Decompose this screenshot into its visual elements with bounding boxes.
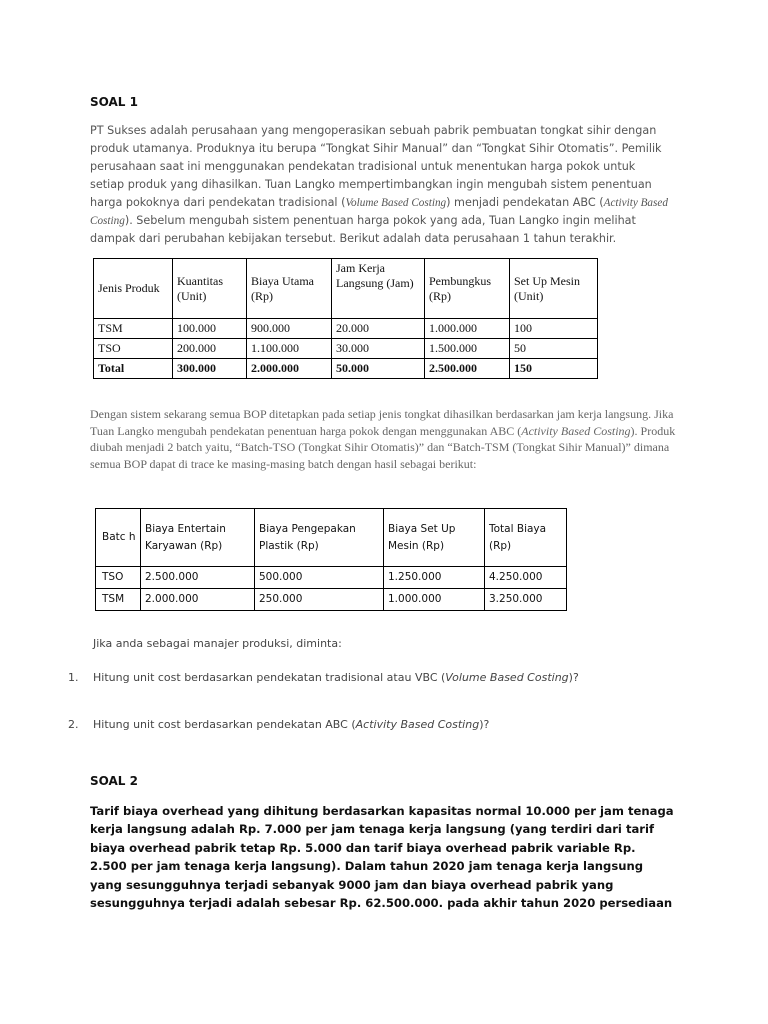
table-header-cell: Jenis Produk bbox=[94, 259, 173, 319]
table-cell: 2.000.000 bbox=[141, 589, 255, 611]
table-header-cell: Kuantitas (Unit) bbox=[173, 259, 247, 319]
product-data-table bbox=[93, 258, 598, 379]
soal1-paragraph: PT Sukses adalah perusahaan yang mengoperasikan sebuah pabrik pembuatan tongkat sihir dengan produk utamanya. Produknya itu berupa “Tongkat Sihir Manual” dan “Tongkat Sihir Otomatis”. Pemilik perusahaan saat ini menggunakan pendekatan tradisional untuk menentukan harga pokok untuk setiap produk yang dihasilkan. Tuan Langko mempertimbangkan ingin mengubah sistem penentuan harga pokoknya dari pendekatan tradisional (Volume Based Costing) menjadi pendekatan ABC (Activity Based Costing). Sebelum mengubah sistem penentuan harga pokok yang ada, Tuan Langko ingin melihat dampak dari perubahan kebijakan tersebut. Berikut adalah data perusahaan 1 tahun terakhir. bbox=[90, 124, 668, 245]
soal2-paragraph: Tarif biaya overhead yang dihitung berdasarkan kapasitas normal 10.000 per jam tenaga kerja langsung adalah Rp. 7.000 per jam tenaga kerja langsung (yang terdiri dari tarif biaya overhead pabrik tetap Rp. 5.000 dan tarif biaya overhead pabrik variable Rp. 2.500 per jam tenaga kerja langsung). Dalam tahun 2020 jam tenaga kerja langsung yang sesungguhnya terjadi sebanyak 9000 jam dan biaya overhead pabrik yang sesungguhnya terjadi adalah sebesar Rp. 62.500.000. pada akhir tahun 2020 persediaan bbox=[90, 804, 674, 911]
table-cell: 20.000 bbox=[332, 319, 425, 339]
table-header-cell: Biaya Utama (Rp) bbox=[247, 259, 332, 319]
table-row bbox=[94, 319, 598, 339]
table-cell: 900.000 bbox=[247, 319, 332, 339]
table-cell: 300.000 bbox=[173, 359, 247, 379]
table-cell: 50 bbox=[510, 339, 598, 359]
table-header-cell: Biaya Pengepakan Plastik (Rp) bbox=[255, 509, 384, 567]
instruction-text: Jika anda sebagai manajer produksi, diminta: bbox=[93, 637, 342, 650]
table-header-cell: Biaya Entertain Karyawan (Rp) bbox=[141, 509, 255, 567]
table-cell: 1.000.000 bbox=[384, 589, 485, 611]
table-cell: 500.000 bbox=[255, 567, 384, 589]
table-total-row bbox=[94, 359, 598, 379]
table-header-row bbox=[94, 259, 598, 319]
table-header-cell: Jam Kerja Langsung (Jam) bbox=[332, 259, 425, 319]
abc-paragraph: Dengan sistem sekarang semua BOP ditetapkan pada setiap jenis tongkat dihasilkan berdasarkan jam kerja langsung. Jika Tuan Langko mengubah pendekatan penentuan harga pokok dengan menggunakan ABC (Activity Based Costing). Produk diubah menjadi 2 batch yaitu, “Batch-TSO (Tongkat Sihir Otomatis)” dan “Batch-TSM (Tongkat Sihir Manual)” dimana semua BOP dapat di trace ke masing-masing batch dengan hasil sebagai berikut: bbox=[90, 407, 676, 471]
table-cell: TSM bbox=[94, 319, 173, 339]
table-cell: 2.500.000 bbox=[141, 567, 255, 589]
table-cell: 1.250.000 bbox=[384, 567, 485, 589]
table-cell: TSO bbox=[94, 339, 173, 359]
table-header-cell: Pembungkus (Rp) bbox=[425, 259, 510, 319]
table-cell: 100.000 bbox=[173, 319, 247, 339]
table-cell: 1.000.000 bbox=[425, 319, 510, 339]
soal2-heading: SOAL 2 bbox=[90, 774, 138, 788]
table-cell: TSM bbox=[96, 589, 141, 611]
table-cell: 1.100.000 bbox=[247, 339, 332, 359]
table-header-cell: Total Biaya (Rp) bbox=[485, 509, 567, 567]
table-cell: 1.500.000 bbox=[425, 339, 510, 359]
question-1: Hitung unit cost berdasarkan pendekatan tradisional atau VBC (Volume Based Costing)? bbox=[93, 671, 579, 684]
table-row bbox=[96, 567, 567, 589]
table-header-cell: Set Up Mesin (Unit) bbox=[510, 259, 598, 319]
table-cell: 250.000 bbox=[255, 589, 384, 611]
table-row bbox=[94, 339, 598, 359]
table-cell: 30.000 bbox=[332, 339, 425, 359]
table-cell: Total bbox=[94, 359, 173, 379]
table-header-cell: Batc h bbox=[96, 509, 141, 567]
table-header-cell: Biaya Set Up Mesin (Rp) bbox=[384, 509, 485, 567]
soal1-heading: SOAL 1 bbox=[90, 95, 138, 109]
question-number: 1. bbox=[68, 671, 79, 684]
table-cell: 3.250.000 bbox=[485, 589, 567, 611]
batch-cost-table bbox=[95, 508, 567, 611]
question-2: Hitung unit cost berdasarkan pendekatan ABC (Activity Based Costing)? bbox=[93, 718, 490, 731]
table-cell: 200.000 bbox=[173, 339, 247, 359]
table-cell: 4.250.000 bbox=[485, 567, 567, 589]
table-cell: 2.500.000 bbox=[425, 359, 510, 379]
table-header-row bbox=[96, 509, 567, 567]
table-cell: 50.000 bbox=[332, 359, 425, 379]
question-number: 2. bbox=[68, 718, 79, 731]
table-cell: TSO bbox=[96, 567, 141, 589]
table-cell: 150 bbox=[510, 359, 598, 379]
table-cell: 2.000.000 bbox=[247, 359, 332, 379]
table-row bbox=[96, 589, 567, 611]
table-cell: 100 bbox=[510, 319, 598, 339]
